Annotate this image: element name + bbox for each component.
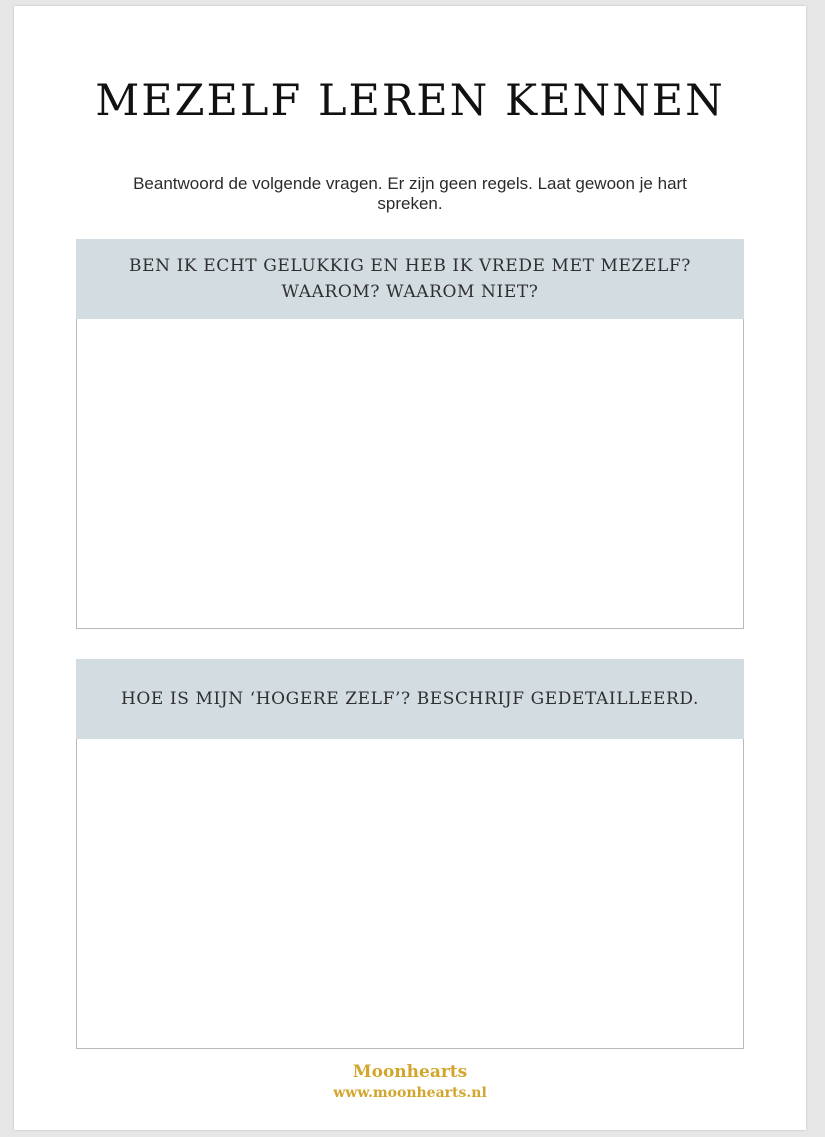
question-2-line-1: HOE IS MIJN ‘HOGERE ZELF’? BESCHRIJF GEDETAILLEERD. xyxy=(120,689,700,709)
question-block-1 xyxy=(76,239,744,629)
answer-box-1[interactable] xyxy=(76,319,744,629)
footer-brand: Moonhearts xyxy=(352,1062,468,1082)
footer-url[interactable]: www.moonhearts.nl xyxy=(333,1085,487,1101)
question-block-2 xyxy=(76,659,744,1049)
question-header-2 xyxy=(76,659,744,739)
intro-text: Beantwoord de volgende vragen. Er zijn geen regels. Laat gewoon je hart spreken. xyxy=(133,174,687,213)
question-1-line-2: WAAROM? WAAROM NIET? xyxy=(281,282,539,302)
page-title: MEZELF LEREN KENNEN xyxy=(95,76,725,126)
question-header-1 xyxy=(76,239,744,319)
question-1-line-1: BEN IK ECHT GELUKKIG EN HEB IK VREDE MET MEZELF? xyxy=(129,256,691,276)
answer-box-2[interactable] xyxy=(76,739,744,1049)
worksheet-page xyxy=(14,6,806,1130)
